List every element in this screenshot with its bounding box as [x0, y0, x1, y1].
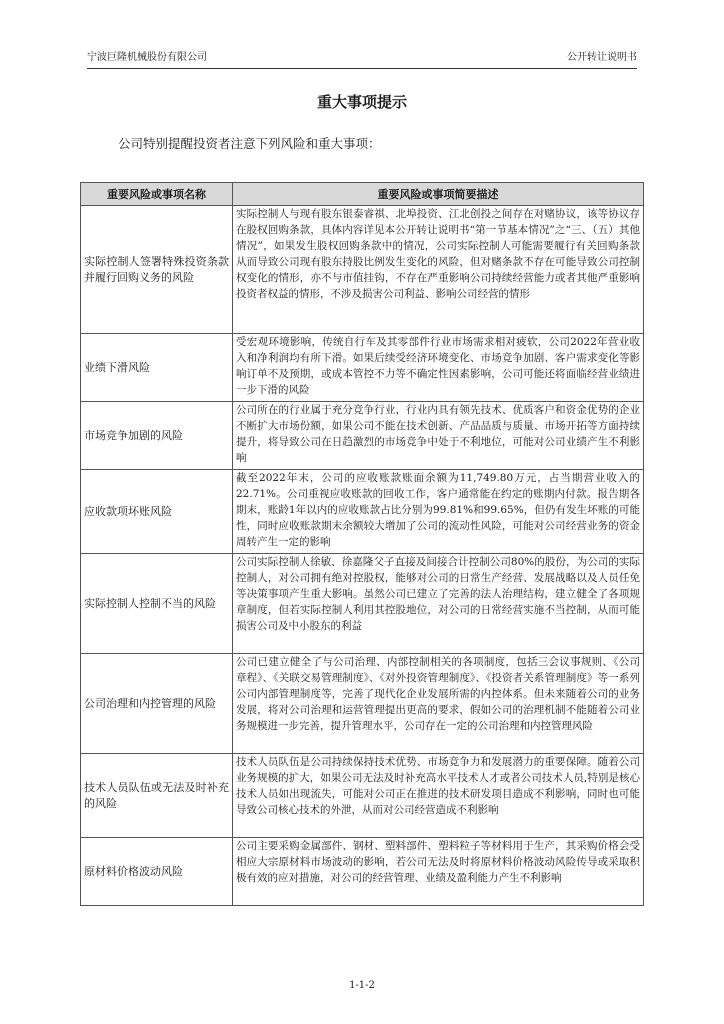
- risk-name: 实际控制人签署特殊投资条款并履行回购义务的风险: [81, 206, 233, 334]
- header-company: 宁波巨隆机械股份有限公司: [87, 52, 207, 63]
- risk-description: 公司已建立健全了与公司治理、内部控制相关的各项制度，包括三会议事规则、《公司章程》、《关联交易管理制度》、《对外投资管理制度》、《投资者关系管理制度》等一系列公司内部管理制度等，完善了现代化企业发展所需的内控体系。但未来随着公司的业务发展，将对公司治理和运营管理提出更高的要求，假如公司的治理机制不能随着公司业务规模进一步完善，提升管理水平，公司存在一定的公司治理和内控管理风险: [233, 654, 644, 754]
- risk-name: 市场竞争加剧的风险: [81, 402, 233, 470]
- page-header: [87, 52, 637, 69]
- risk-description: 受宏观环境影响，传统自行车及其零部件行业市场需求相对疲软，公司2022年营业收入和净利润均有所下滑。如果后续受经济环境变化、市场竞争加剧、客户需求变化等影响订单不及预期，或成本管控不力等不确定性因素影响，公司可能还将面临经营业绩进一步下滑的风险: [233, 334, 644, 402]
- risk-description: 公司主要采购金属部件、钢材、塑料部件、塑料粒子等材料用于生产，其采购价格会受相应大宗原材料市场波动的影响，若公司无法及时将原材料价格波动风险传导或采取积极有效的应对措施，对公司的经营管理、业绩及盈利能力产生不利影响: [233, 838, 644, 906]
- intro-text: 公司特别提醒投资者注意下列风险和重大事项：: [118, 136, 381, 151]
- risk-description: 技术人员队伍是公司持续保持技术优势、市场竞争力和发展潜力的重要保障。随着公司业务规模的扩大，如果公司无法及时补充高水平技术人才或者公司技术人员,特别是核心技术人员如出现流失，可能对公司正在推进的技术研发项目造成不利影响，同时也可能导致公司核心技术的外泄，从而对公司经营造成不利影响: [233, 754, 644, 838]
- table-row: [81, 470, 644, 554]
- table-row: [81, 838, 644, 906]
- table-row: [81, 554, 644, 654]
- table-row: [81, 206, 644, 334]
- risk-description: 公司实际控制人徐敏、徐嘉隆父子直接及间接合计控制公司80%的股份，为公司的实际控制人，对公司拥有绝对控股权，能够对公司的日常生产经营、发展战略以及人员任免等决策事项产生重大影响。虽然公司已建立了完善的法人治理结构，建立健全了各项规章制度，但若实际控制人利用其控股地位，对公司的日常经营实施不当控制，从而可能损害公司及中小股东的利益: [233, 554, 644, 654]
- risk-name: 技术人员队伍或无法及时补充的风险: [81, 754, 233, 838]
- table-row: [81, 402, 644, 470]
- risk-name: 原材料价格波动风险: [81, 838, 233, 906]
- column-header-name: 重要风险或事项名称: [81, 183, 233, 206]
- risk-name: 实际控制人控制不当的风险: [81, 554, 233, 654]
- page-number: 1-1-2: [349, 980, 375, 991]
- table-row: [81, 654, 644, 754]
- table-header-row: [81, 183, 644, 206]
- table-row: [81, 334, 644, 402]
- table-row: [81, 754, 644, 838]
- column-header-desc: 重要风险或事项简要描述: [233, 183, 644, 206]
- risk-description: 实际控制人与现有股东银泰睿祺、北埠投资、江北创投之间存在对赌协议，该等协议存在股权回购条款，具体内容详见本公开转让说明书“第一节基本情况”之“三、（五）其他情况”，如果发生股权回购条款中的情况，公司实际控制人可能需要履行有关回购条款从而导致公司现有股东持股比例发生变化的风险，但对赌条款不存在可能导致公司控制权变化的情形，亦不与市值挂钩，不存在严重影响公司持续经营能力或者其他严重影响投资者权益的情形，不涉及损害公司利益、影响公司经营的情形: [233, 206, 644, 334]
- risk-table: [80, 182, 644, 906]
- risk-description: 公司所在的行业属于充分竞争行业，行业内具有领先技术、优质客户和资金优势的企业不断扩大市场份额，如果公司不能在技术创新、产品品质与质量、市场开拓等方面持续提升，将导致公司在日趋激烈的市场竞争中处于不利地位，可能对公司业绩产生不利影响: [233, 402, 644, 470]
- risk-name: 应收款项坏账风险: [81, 470, 233, 554]
- risk-name: 公司治理和内控管理的风险: [81, 654, 233, 754]
- risk-description: 截至2022年末，公司的应收账款账面余额为11,749.80万元，占当期营业收入的22.71%。公司重视应收账款的回收工作，客户通常能在约定的账期内付款。报告期各期末，账龄1年以内的应收账款占比分别为99.81%和99.65%，但仍有发生坏账的可能性，同时应收账款期末余额较大增加了公司的流动性风险，可能对公司经营业务的资金周转产生一定的影响: [233, 470, 644, 554]
- page-title: 重大事项提示: [316, 93, 407, 111]
- risk-name: 业绩下滑风险: [81, 334, 233, 402]
- header-doc-type: 公开转让说明书: [567, 52, 637, 63]
